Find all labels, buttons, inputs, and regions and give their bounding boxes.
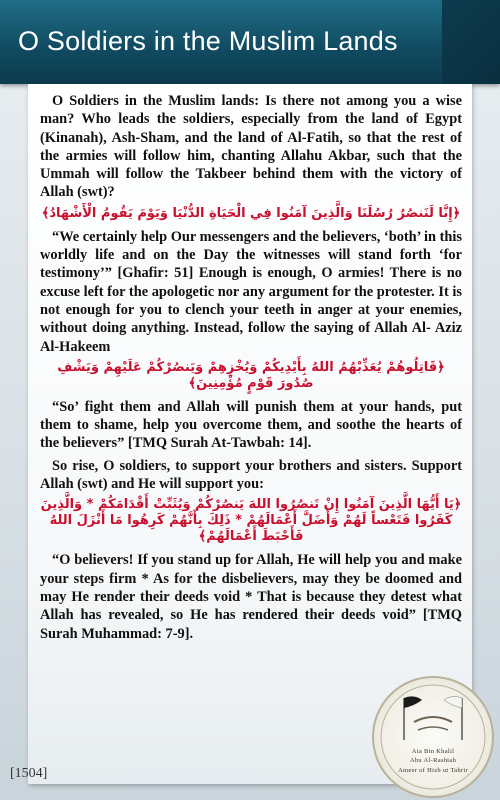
seal-line-1: Ata Bin Khalil	[411, 748, 455, 755]
paragraph-5: “O believers! If you stand up for Allah, He will help you and make your steps firm * As for the disbelievers, may they be doomed and may He render their deeds void * That is because they detest what Allah has revealed, so He has rendered their deeds void” [TMQ Surah Muhammad: 7-9].	[40, 552, 462, 642]
article-body	[40, 92, 462, 647]
seal-emblem	[372, 676, 494, 798]
page-number: [1504]	[10, 766, 48, 781]
paragraph-3: “So’ fight them and Allah will punish them at your hands, put them to shame, help you overcome them, and soothe the hearts of the believers” [TMQ Surah At-Tawbah: 14].	[40, 398, 462, 452]
page-curl-decoration	[442, 0, 500, 84]
quran-verse-2: ﴿قَاتِلُوهُمْ يُعَذِّبْهُمُ اللهُ بِأَيْدِيكُمْ وَيُخْزِهِمْ وَيَنصُرْكُمْ عَلَيْهِمْ وَيَشْفِ صُدُورَ قَوْمٍ مُؤْمِنِينَ﴾	[57, 359, 445, 391]
page-title: O Soldiers in the Muslim Lands	[18, 26, 398, 56]
seal-flags-icon	[374, 678, 492, 796]
paragraph-1: O Soldiers in the Muslim lands: Is there not among you a wise man? Who leads the soldiers, especially from the land of Egypt (Kinanah), Ash-Sham, and the land of Al-Fatih, so that the rest of the armies will follow him, chanting Allahu Akbar, such that the Ummah will follow the Takbeer behind them with the victory of Allah (swt)?	[40, 93, 462, 201]
paragraph-2: “We certainly help Our messengers and the believers, ‘both’ in this worldly life and on the Day the witnesses will stand forth ‘for testimony’” [Ghafir: 51] Enough is enough, O armies! There is no excuse left for the apologetic nor any argument for the protester. It is not enough for you to clench your teeth in anger at your enemies, without doing anything. Instead, follow the saying of Allah Al- Aziz Al-Hakeem	[40, 228, 462, 355]
quran-verse-1: ﴿إِنَّا لَنَنصُرُ رُسُلَنَا وَالَّذِينَ آمَنُوا فِي الْحَيَاةِ الدُّنْيَا وَيَوْمَ يَقُومُ الْأَشْهَادُ﴾	[41, 205, 461, 221]
header-banner	[0, 0, 500, 84]
quran-verse-3: ﴿يَا أَيُّهَا الَّذِينَ آمَنُوا إِنْ تَنصُرُوا اللهَ يَنصُرْكُمْ وَيُثَبِّتْ أَقْدَامَكُمْ * وَالَّذِينَ كَفَرُوا فَتَعْساً لَهُمْ وَأَضَلَّ أَعْمَالَهُمْ * ذَلِكَ بِأَنَّهُمْ كَرِهُوا مَا أَنْزَلَ اللهُ فَأَحْبَطَ أَعْمَالَهُمْ﴾	[40, 497, 462, 545]
seal-line-3: Ameer of Hizb ut Tahrir	[398, 767, 468, 774]
seal-line-2: Abu Al-Rashtah	[409, 757, 457, 764]
paragraph-4: So rise, O soldiers, to support your brothers and sisters. Support Allah (swt) and He will support you:	[40, 457, 462, 493]
